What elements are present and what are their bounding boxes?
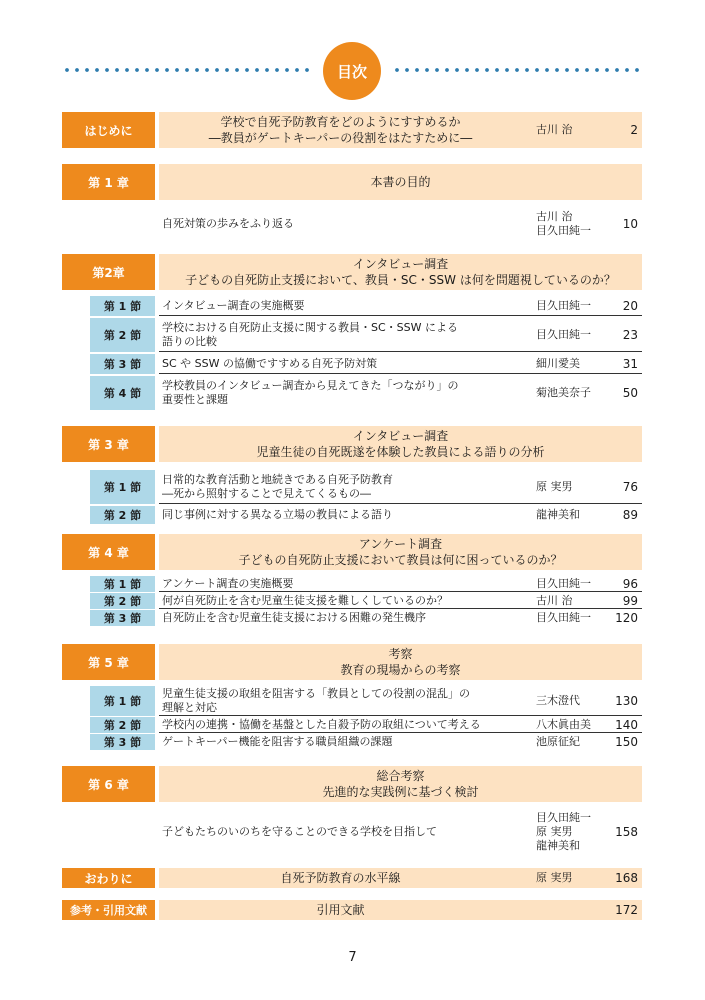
intro-title	[159, 112, 522, 148]
page-number: 7	[348, 950, 357, 965]
intro-row	[62, 112, 642, 148]
toc-header	[62, 42, 642, 98]
section-label: 第 2 節	[90, 318, 155, 352]
section-row	[62, 318, 642, 352]
section-author: 古川 治	[536, 594, 573, 607]
section-underline	[159, 608, 642, 609]
section-row	[62, 734, 642, 750]
chapter-6-title	[159, 766, 642, 802]
section-label: 第 2 節	[90, 506, 155, 524]
section-row	[62, 717, 642, 733]
chapter-1-header	[62, 164, 642, 200]
outro-page: 168	[615, 871, 638, 885]
chapter-3-title	[159, 426, 642, 462]
section-title: 学校内の連携・協働を基盤とした自殺予防の取組について考える	[162, 718, 481, 731]
section-label: 第 2 節	[90, 593, 155, 609]
intro-title-line2: ―教員がゲートキーパーの役割をはたすために―	[208, 131, 473, 145]
section-author: 八木眞由美	[536, 718, 591, 731]
chapter-6-entry-page: 158	[615, 825, 638, 839]
section-row	[62, 354, 642, 374]
section-label: 第 4 節	[90, 376, 155, 410]
chapter-5-title-line2: 教育の現場からの考察	[340, 663, 461, 677]
chapter-6-entry-authors	[536, 808, 606, 856]
section-label: 第 1 節	[90, 686, 155, 716]
section-author: 池原征紀	[536, 735, 580, 748]
section-title: 同じ事例に対する異なる立場の教員による語り	[162, 508, 393, 521]
author-name: 原 実男	[536, 825, 573, 838]
intro-author: 古川 治	[536, 123, 573, 136]
chapter-6-entry-title	[159, 808, 529, 856]
section-page: 120	[615, 611, 638, 625]
intro-title-line1: 学校で自死予防教育をどのようにすすめるか	[220, 115, 461, 129]
section-underline	[159, 715, 642, 716]
section-author: 原 実男	[536, 480, 573, 493]
outro-label: おわりに	[62, 868, 155, 888]
chapter-3-title-line1: インタビュー調査	[352, 429, 449, 443]
intro-page: 2	[630, 123, 638, 137]
section-underline	[159, 732, 642, 733]
chapter-3-title-line2: 児童生徒の自死既遂を体験した教員による語りの分析	[256, 445, 545, 459]
section-title: SC や SSW の協働ですすめる自死予防対策	[162, 357, 378, 370]
section-underline	[159, 315, 642, 316]
section-page: 89	[622, 508, 638, 522]
chapter-1-title-text: 本書の目的	[370, 175, 431, 189]
section-page: 23	[622, 328, 638, 342]
chapter-1-entry-authors	[536, 206, 606, 242]
chapter-1-entry	[62, 206, 642, 242]
chapter-3-header	[62, 426, 642, 462]
section-author: 三木澄代	[536, 694, 580, 707]
chapter-1-entry-title	[159, 206, 529, 242]
chapter-6-title-line1: 総合考察	[376, 769, 425, 783]
outro-title-text: 自死予防教育の水平線	[280, 871, 401, 885]
entry-title: 自死対策の歩みをふり返る	[162, 217, 294, 230]
section-title: 日常的な教育活動と地続きである自死予防教育 ―死から照射することで見えてくるもの―	[162, 473, 393, 500]
section-author: 目久田純一	[536, 328, 591, 341]
chapter-6-entry	[62, 808, 642, 856]
chapter-2-title-line1: インタビュー調査	[352, 257, 449, 271]
chapter-2-title	[159, 254, 642, 290]
section-label: 第 3 節	[90, 610, 155, 626]
intro-label: はじめに	[62, 112, 155, 148]
chapter-2-header	[62, 254, 642, 290]
section-row	[62, 610, 642, 626]
chapter-5-label: 第 5 章	[62, 644, 155, 680]
references-title	[159, 900, 522, 920]
section-label: 第 2 節	[90, 717, 155, 733]
chapter-2-title-line2: 子どもの自死防止支援において、教員・SC・SSW は何を問題視しているのか？	[185, 273, 616, 287]
section-page: 96	[622, 577, 638, 591]
section-underline	[159, 351, 642, 352]
chapter-5-title	[159, 644, 642, 680]
section-title: 何が自死防止を含む児童生徒支援を難しくしているのか？	[162, 594, 448, 607]
page-title: 目次	[323, 42, 381, 100]
section-row	[62, 376, 642, 410]
section-label: 第 3 節	[90, 354, 155, 374]
section-page: 150	[615, 735, 638, 749]
section-page: 140	[615, 718, 638, 732]
dotted-rule-left	[62, 68, 312, 72]
section-author: 目久田純一	[536, 577, 591, 590]
references-title-text: 引用文献	[316, 903, 365, 917]
outro-author: 原 実男	[536, 871, 573, 884]
section-page: 50	[622, 386, 638, 400]
section-title: ゲートキーパー機能を阻害する職員組織の課題	[162, 735, 393, 748]
section-page: 20	[622, 299, 638, 313]
dotted-rule-right	[392, 68, 642, 72]
section-title: インタビュー調査の実施概要	[162, 299, 305, 312]
author-name: 古川 治	[536, 210, 573, 223]
section-title: 児童生徒支援の取組を阻害する「教員としての役割の混乱」の 理解と対応	[162, 687, 470, 714]
section-title: 自死防止を含む児童生徒支援における困難の発生機序	[162, 611, 426, 624]
references-label: 参考・引用文献	[62, 900, 155, 920]
references-page: 172	[615, 903, 638, 917]
section-row	[62, 593, 642, 609]
section-row	[62, 470, 642, 504]
chapter-2-label: 第2章	[62, 254, 155, 290]
chapter-4-header	[62, 534, 642, 570]
section-underline	[159, 591, 642, 592]
chapter-6-label: 第 6 章	[62, 766, 155, 802]
chapter-1-entry-page: 10	[622, 217, 638, 231]
chapter-5-title-line1: 考察	[388, 647, 413, 661]
chapter-3-label: 第 3 章	[62, 426, 155, 462]
outro-title	[159, 868, 522, 888]
section-label: 第 3 節	[90, 734, 155, 750]
outro-row	[62, 868, 642, 888]
section-author: 目久田純一	[536, 299, 591, 312]
chapter-6-header	[62, 766, 642, 802]
author-name: 龍神美和	[536, 839, 580, 852]
section-underline	[159, 503, 642, 504]
section-page: 99	[622, 594, 638, 608]
section-label: 第 1 節	[90, 470, 155, 504]
section-row	[62, 296, 642, 316]
chapter-4-title	[159, 534, 642, 570]
chapter-4-title-line2: 子どもの自死防止支援において教員は何に困っているのか？	[238, 553, 563, 567]
chapter-6-title-line2: 先進的な実践例に基づく検討	[322, 785, 479, 799]
author-name: 目久田純一	[536, 224, 591, 237]
chapter-1-title	[159, 164, 642, 200]
section-row	[62, 506, 642, 524]
author-name: 目久田純一	[536, 811, 591, 824]
section-label: 第 1 節	[90, 296, 155, 316]
chapter-4-label: 第 4 章	[62, 534, 155, 570]
section-author: 菊池美奈子	[536, 386, 591, 399]
section-row	[62, 686, 642, 716]
section-author: 目久田純一	[536, 611, 591, 624]
section-underline	[159, 373, 642, 374]
entry-title: 子どもたちのいのちを守ることのできる学校を目指して	[162, 825, 437, 838]
section-page: 130	[615, 694, 638, 708]
chapter-1-label: 第 1 章	[62, 164, 155, 200]
section-label: 第 1 節	[90, 576, 155, 592]
section-author: 細川愛美	[536, 357, 580, 370]
section-page: 76	[622, 480, 638, 494]
section-page: 31	[622, 357, 638, 371]
references-row	[62, 900, 642, 920]
chapter-4-title-line1: アンケート調査	[358, 537, 443, 551]
section-row	[62, 576, 642, 592]
section-author: 龍神美和	[536, 508, 580, 521]
chapter-5-header	[62, 644, 642, 680]
section-title: アンケート調査の実施概要	[162, 577, 294, 590]
section-title: 学校における自死防止支援に関する教員・SC・SSW による 語りの比較	[162, 321, 458, 348]
section-title: 学校教員のインタビュー調査から見えてきた「つながり」の 重要性と課題	[162, 379, 459, 406]
